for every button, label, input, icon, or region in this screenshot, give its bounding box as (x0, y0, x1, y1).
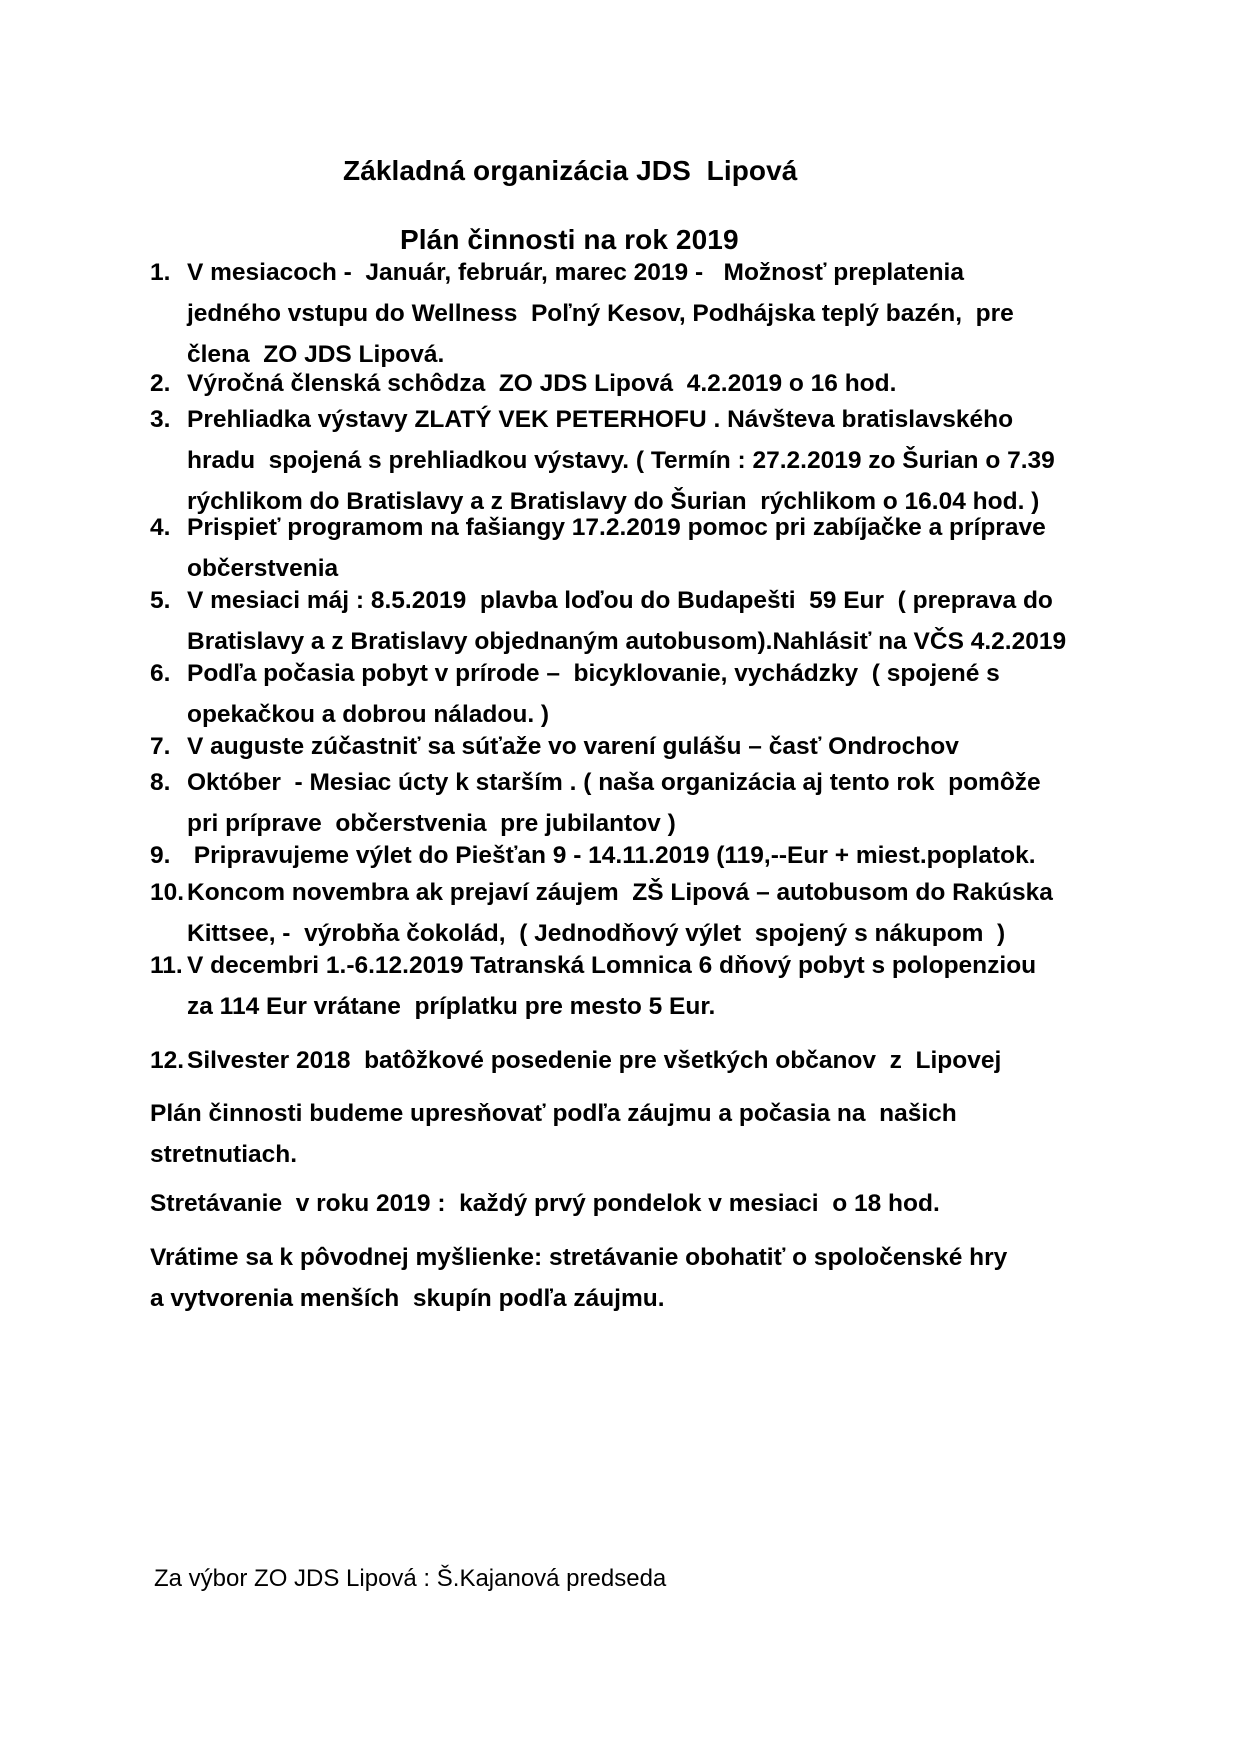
plan-item-1 (150, 252, 1150, 375)
item-number: 4. (150, 514, 171, 541)
item-text-line: opekačkou a dobrou náladou. ) (187, 701, 550, 728)
item-text-line: Pripravujeme výlet do Piešťan 9 - 14.11.2019 (119,--Eur + miest.poplatok. (187, 842, 1036, 869)
item-text-line: Október - Mesiac úcty k starším . ( naša organizácia aj tento rok pomôže (187, 769, 1041, 796)
paragraph-line: stretnutiach. (150, 1141, 298, 1168)
plan-item-8 (150, 762, 1150, 844)
plan-item-2 (150, 363, 1150, 404)
item-text-line: Bratislavy a z Bratislavy objednaným autobusom).Nahlásiť na VČS 4.2.2019 (187, 628, 1067, 655)
paragraph-line: a vytvorenia menších skupín podľa záujmu. (150, 1285, 665, 1312)
item-text-line: Prehliadka výstavy ZLATÝ VEK PETERHOFU . Návšteva bratislavského (187, 406, 1014, 433)
item-text-line: V decembri 1.-6.12.2019 Tatranská Lomnica 6 dňový pobyt s polopenziou (187, 952, 1037, 979)
item-number: 3. (150, 406, 171, 433)
item-number: 2. (150, 370, 171, 397)
note-paragraph-idea (150, 1237, 1150, 1319)
plan-item-12 (150, 1040, 1150, 1081)
item-text-line: Kittsee, - výrobňa čokolád, ( Jednodňový výlet spojený s nákupom ) (187, 920, 1006, 947)
item-text-line: V mesiaci máj : 8.5.2019 plavba loďou do Budapešti 59 Eur ( preprava do (187, 587, 1053, 614)
organization-title: Základná organizácia JDS Lipová (343, 155, 798, 186)
note-paragraph-meetings (150, 1183, 1150, 1224)
item-text-line: V auguste zúčastniť sa súťaže vo varení gulášu – časť Ondrochov (187, 733, 959, 760)
plan-subtitle: Plán činnosti na rok 2019 (400, 224, 739, 255)
plan-item-7 (150, 726, 1150, 767)
item-number: 10. (150, 879, 185, 906)
item-number: 8. (150, 769, 171, 796)
item-text-line: Podľa počasia pobyt v prírode – bicyklovanie, vychádzky ( spojené s (187, 660, 1000, 687)
item-text-line: pri príprave občerstvenia pre jubilantov ) (187, 810, 676, 837)
item-number: 12. (150, 1047, 185, 1074)
item-text-line: Výročná členská schôdza ZO JDS Lipová 4.2.2019 o 16 hod. (187, 370, 897, 397)
item-number: 5. (150, 587, 171, 614)
item-text-line: občerstvenia (187, 555, 339, 582)
item-text-line: za 114 Eur vrátane príplatku pre mesto 5 Eur. (187, 993, 716, 1020)
paragraph-line: Plán činnosti budeme upresňovať podľa záujmu a počasia na našich (150, 1100, 957, 1127)
item-number: 11. (150, 952, 183, 979)
signature-line: Za výbor ZO JDS Lipová : Š.Kajanová predseda (154, 1565, 667, 1592)
note-paragraph-plan (150, 1093, 1150, 1175)
plan-item-10 (150, 872, 1150, 954)
item-text-line: Silvester 2018 batôžkové posedenie pre všetkých občanov z Lipovej (187, 1047, 1002, 1074)
item-text-line: člena ZO JDS Lipová. (187, 341, 445, 368)
paragraph-line: Vrátime sa k pôvodnej myšlienke: stretávanie obohatiť o spoločenské hry (150, 1244, 1008, 1271)
item-text-line: jedného vstupu do Wellness Poľný Kesov, Podhájska teplý bazén, pre (187, 300, 1014, 327)
plan-item-3 (150, 399, 1150, 522)
item-text-line: V mesiacoch - Január, február, marec 2019 - Možnosť preplatenia (187, 259, 964, 286)
item-number: 7. (150, 733, 171, 760)
plan-item-9 (150, 835, 1150, 876)
paragraph-line: Stretávanie v roku 2019 : každý prvý pondelok v mesiaci o 18 hod. (150, 1190, 940, 1217)
item-text-line: Prispieť programom na fašiangy 17.2.2019 pomoc pri zabíjačke a príprave (187, 514, 1046, 541)
item-text-line: Koncom novembra ak prejaví záujem ZŠ Lipová – autobusom do Rakúska (187, 879, 1053, 906)
plan-item-6 (150, 653, 1150, 735)
plan-item-4 (150, 507, 1150, 589)
item-text-line: hradu spojená s prehliadkou výstavy. ( Termín : 27.2.2019 zo Šurian o 7.39 (187, 447, 1055, 474)
item-number: 6. (150, 660, 171, 687)
item-text-line: rýchlikom do Bratislavy a z Bratislavy do Šurian rýchlikom o 16.04 hod. ) (187, 488, 1040, 515)
plan-item-11 (150, 945, 1150, 1027)
item-number: 1. (150, 259, 171, 286)
item-number: 9. (150, 842, 171, 869)
plan-item-5 (150, 580, 1150, 662)
